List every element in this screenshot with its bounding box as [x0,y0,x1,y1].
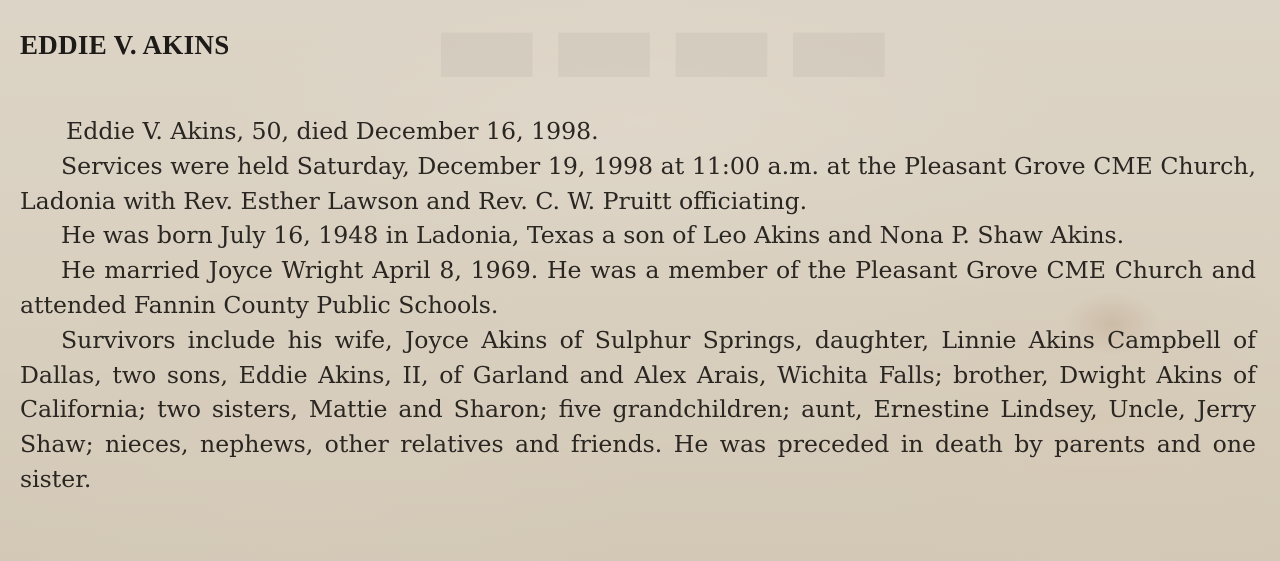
paragraph-birth: He was born July 16, 1948 in Ladonia, Texas a son of Leo Akins and Nona P. Shaw Akins. [61,221,1125,250]
paragraph-survivors: Survivors include his wife, Joyce Akins of Sulphur Springs, daughter, Linnie Akins Campbell of Dallas, two sons, Eddie Akins, II, of Garland and Alex Arais, Wichita Falls; brother, Dwight Akins of California; two sisters, Mattie and Sharon; five grandchildren; aunt, Ernestine Lindsey, Uncle, Jerry Shaw; nieces, nephews, other relatives and friends. He was preceded in death by parents and one sister. [20,325,1256,493]
bleed-through-ink: ▬▬▬▬ [430,0,900,115]
obituary-body [20,114,1256,497]
paragraph-services: Services were held Saturday, December 19, 1998 at 11:00 a.m. at the Pleasant Grove CME Church, Ladonia with Rev. Esther Lawson and Rev. C. W. Pruitt officiating. [20,151,1256,215]
paragraph-marriage: He married Joyce Wright April 8, 1969. He was a member of the Pleasant Grove CME Church and attended Fannin County Public Schools. [20,256,1256,319]
paragraph-death-notice: Eddie V. Akins, 50, died December 16, 1998. [66,117,599,145]
obituary-headline: EDDIE V. AKINS [20,30,230,60]
